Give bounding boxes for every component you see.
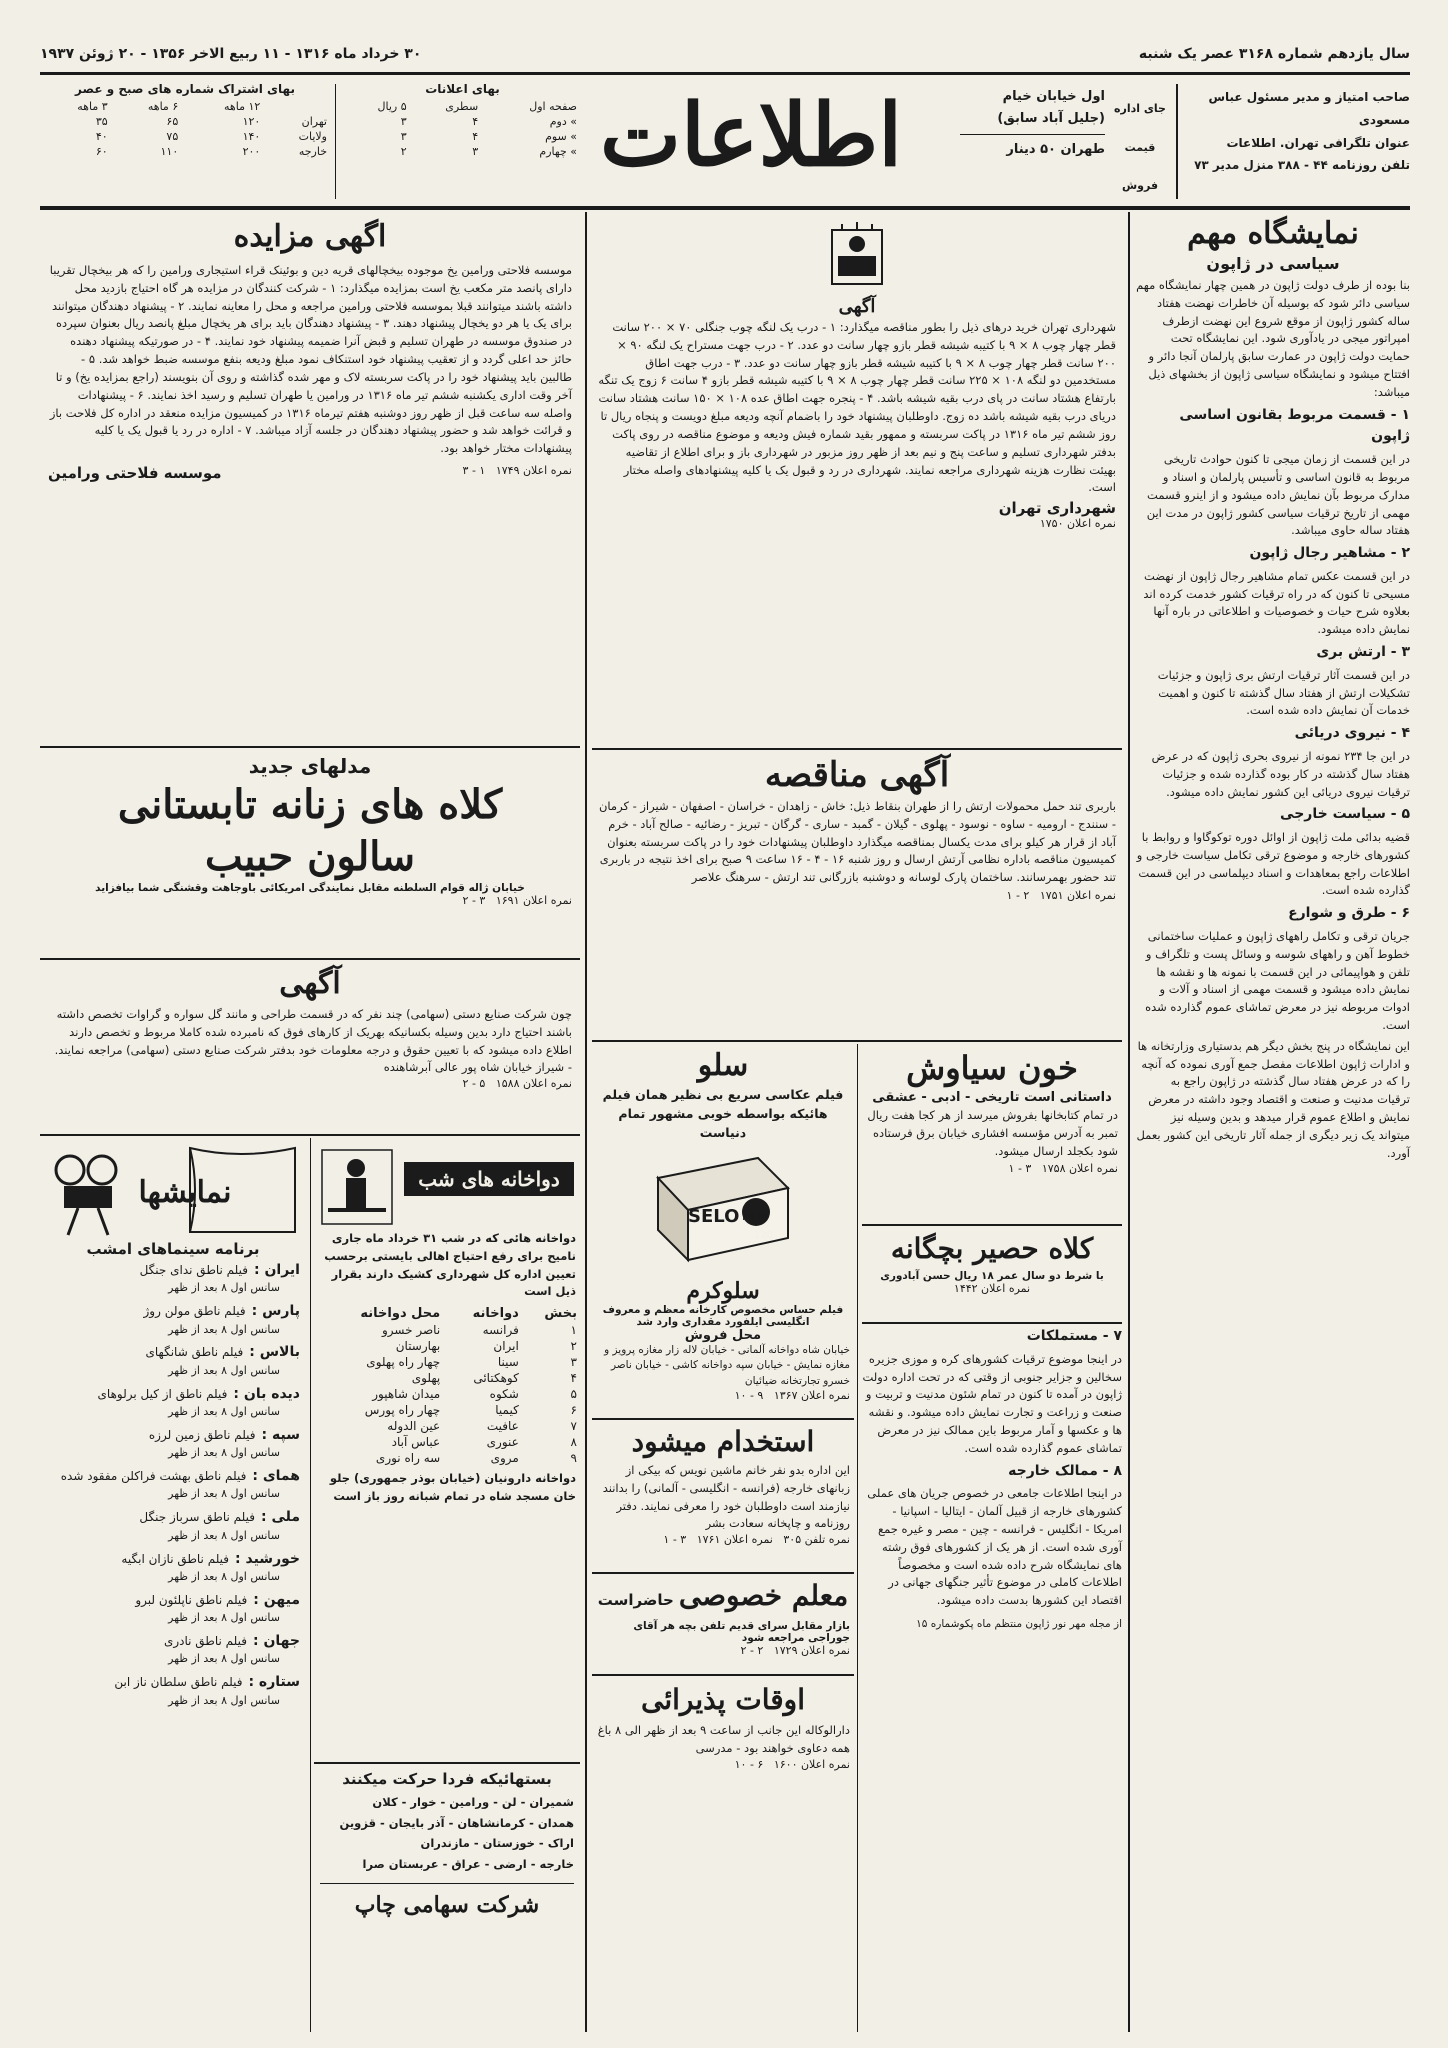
cinema-times: سانس اول ۸ بعد از ظهر xyxy=(168,1569,280,1583)
cinema-name: سپه : xyxy=(261,1426,300,1443)
cinema-entry xyxy=(46,1672,300,1708)
ad-desc: فیلم حساس مخصوص کارخانه معظم و معروف انگلیسی ایلفورد مقداری وارد شد xyxy=(602,1304,844,1329)
article-title: نمایشگاه مهم xyxy=(1187,216,1359,251)
post-row: خارجه - ارضی - عراق - عربستان صرا xyxy=(362,1857,574,1872)
dateline-right: سال یازدهم شماره ۳۱۶۸ عصر یک شنبه xyxy=(1138,46,1410,62)
cinema-entry xyxy=(46,1549,300,1585)
pharmacy-extra: دواخانه دارونیان (خیابان بوذر جمهوری) جلو خان مسجد شاه در تمام شبانه روز باز است xyxy=(329,1471,576,1504)
ad-title-suffix: حاضراست xyxy=(597,1591,674,1609)
ad-title: آگهی xyxy=(279,966,341,1001)
ad-number: نمره اعلان ۱۷۵۰ xyxy=(1039,517,1116,531)
ad-title: استخدام میشود xyxy=(631,1425,815,1458)
ads-title: بهای اعلانات xyxy=(425,82,500,96)
ad-title: کلاه حصیر بچگانه xyxy=(890,1232,1094,1265)
cinema-name: ستاره : xyxy=(248,1674,300,1691)
ad-film xyxy=(592,1046,854,1416)
cinema-name: ملی : xyxy=(260,1509,300,1526)
ad-auction xyxy=(40,214,580,744)
cinema-list xyxy=(40,1258,306,1716)
address-line: اول خیابان خیام xyxy=(1002,89,1105,104)
cinema-entry xyxy=(46,1384,300,1420)
table-row: ۱۲ ماهه ۶ ماهه ۳ ماهه xyxy=(77,100,261,113)
table-row: » سوم ۴ ۳ xyxy=(400,130,577,143)
cinema-film: فیلم ناطق سرباز جنگل xyxy=(139,1510,255,1525)
office-label: جای اداره xyxy=(1114,102,1166,115)
office-box xyxy=(1110,90,1170,190)
ad-footer xyxy=(40,460,580,486)
ad-reception xyxy=(592,1678,854,1818)
ad-title: معلم خصوصی xyxy=(678,1579,849,1612)
table-row: صفحه اول سطری ۵ ریال xyxy=(377,100,577,113)
pharmacy-intro: دواخانه هائی که در شب ۳۱ خرداد ماه جاری نامیح برای رفع احتیاج اهالی بایستی برحسب تعیین اداره کل شهرداری کشیک دارند بقرار ذیل است xyxy=(324,1231,576,1299)
section-body: در این قسمت از زمان میجی تا کنون حوادث تاریخی مربوط به قانون اساسی و تأسیس پارلمان و اسناد و مدارک مربوط بآن نمایش داده میشود و از اینرو قسمت مهمی از تاریخ ترقیات سیاسی کشور ژاپون در مدت این هفتاد ساله حاوی میباشد. xyxy=(1146,452,1410,538)
section-body: در اینجا موضوع ترقیات کشورهای کره و موزی جزیره سخالین و جزایر جنوبی از وقتی که در تحت اداره دولت ژاپون در آمده تا کنون در تمام شئون مدنیت و تربیت و صنعت و زراعت و تجارت نمایش داده میشود. و نقشه ها و عکسها و آمار مربوط باین ممالک نیز در معرض تماشای عموم گذارده شده است. xyxy=(862,1351,1122,1455)
section-body: قضیه بدائی ملت ژاپون از اوائل دوره توکوگاوا و روابط با کشورهای خارجه و موضوع ترقی تکامل سیاست خارجی و اطلاعات راجع بمعاهدات و اسناد دیپلماسی در این قسمت گذارده شده است. xyxy=(1136,830,1410,898)
ad-sales-title: محل فروش xyxy=(684,1328,762,1344)
cinema-times: سانس اول ۸ بعد از ظهر xyxy=(168,1281,280,1295)
ad-body: دارالوکاله این جانب از ساعت ۹ بعد از ظهر الی ۸ باغ همه دعاوی خواهند بود - مدرسی xyxy=(597,1723,850,1755)
cinema-times: سانس اول ۸ بعد از ظهر xyxy=(168,1528,280,1542)
ad-number: نمره اعلان ۱۷۵۸ ۳ - ۱ xyxy=(1008,1162,1118,1176)
cinema-name: جهان : xyxy=(252,1633,300,1650)
ad-address: خیابان ژاله قوام السلطنه مقابل نمایندگی امریکائی باوجاهت وقشنگی شما بیافزاید xyxy=(95,882,525,894)
address-block xyxy=(960,86,1105,196)
post-departures xyxy=(314,1766,580,2032)
ad-title: سلو xyxy=(697,1048,749,1083)
table-row: ۸ عنوری عباس آباد xyxy=(391,1435,577,1450)
table-row: » چهارم ۳ ۲ xyxy=(400,145,577,158)
section-title: ۲ - مشاهیر رجال ژاپون xyxy=(1249,545,1410,562)
post-row: همدان - کرمانشاهان - آذر بایجان - قزوین xyxy=(339,1815,574,1830)
section-body: در اینجا اطلاعات جامعی در خصوص جریان های عملی کشورهای خارجه از قبیل آلمان - ایتالیا - اسپانیا - امریکا - انگلیس - فرانسه - چین - مصر و غیره جمع آوری شده است. از هر یک از کشورهای فوق رشته های نمایشگاه شرح داده شده است و مخصوصاً اطلاعات کاملی در موضوع تأثیر جنگهای جهانی در اقتصاد این کشورها بدست داده میشود. xyxy=(867,1486,1122,1608)
ad-title: خون سیاوش xyxy=(906,1049,1078,1087)
cinema-times: سانس اول ۸ بعد از ظهر xyxy=(168,1652,280,1666)
post-row: اراک - خوزستان - مازندران xyxy=(420,1836,574,1851)
cinema-film: فیلم ناطق زمین لرزه xyxy=(148,1427,256,1442)
cinema-film: فیلم ناطق نادری xyxy=(163,1634,247,1649)
cinema-entry xyxy=(46,1631,300,1667)
cinema-film: فیلم ناطق بهشت فراکلن مفقود شده xyxy=(60,1469,247,1484)
table-row: ۹ مروی سه راه نوری xyxy=(375,1451,577,1466)
ad-number: نمره اعلان ۱۴۴۲ xyxy=(953,1282,1031,1295)
ad-headline: فیلم عکاسی سریع بی نظیر همان فیلم هائیکه بواسطه خوبی مشهور تمام دنیاست xyxy=(602,1087,844,1140)
cinema-film: فیلم ناطق شانگهای xyxy=(145,1345,244,1360)
subs-title: بهای اشتراک شماره های صبح و عصر xyxy=(75,82,295,96)
cinema-times: سانس اول ۸ بعد از ظهر xyxy=(168,1611,280,1625)
ad-title-row xyxy=(592,1576,854,1620)
cinema-entry xyxy=(46,1507,300,1543)
owner-block xyxy=(1185,86,1410,196)
pharmacy-banner xyxy=(314,1140,580,1230)
cinema-banner xyxy=(40,1140,306,1240)
cinema-program xyxy=(40,1140,306,2032)
cinema-times: سانس اول ۸ بعد از ظهر xyxy=(168,1693,280,1707)
section-title: ۸ - ممالک خارجه xyxy=(1008,1462,1122,1479)
section-title: ۶ - طرق و شوارع xyxy=(1288,905,1410,922)
table-row: ۵ شکوه میدان شاهپور xyxy=(372,1387,577,1402)
table-row: خارجه ۲۰۰ ۱۱۰ ۶۰ xyxy=(95,145,327,158)
film-box-image xyxy=(592,1148,854,1272)
table-row: ۱ فرانسه ناصر خسرو xyxy=(382,1323,577,1338)
cinema-film: فیلم ناطق ندای جنگل xyxy=(139,1263,248,1277)
cinema-title: برنامه سینماهای امشب xyxy=(86,1240,260,1258)
cinema-name: دیده بان : xyxy=(233,1385,300,1402)
ad-kicker: مدلهای جدید xyxy=(248,754,372,778)
table-row: ۲ ایران بهارستان xyxy=(395,1339,577,1354)
ad-signature: شهرداری تهران xyxy=(998,499,1116,518)
table-row: ۶ کیمیا چهار راه پورس xyxy=(364,1403,577,1418)
dateline-left: ۳۰ خرداد ماه ۱۳۱۶ - ۱۱ ربیع الاخر ۱۳۵۶ - ۲۰ ژوئن ۱۹۳۷ xyxy=(40,46,422,62)
ad-body: باربری تند حمل محمولات ارتش را از طهران بنقاط ذیل: خاش - زاهدان - خراسان - اصفهان - شیراز - کرمان - سنندج - ارومیه - ساوه - نوسود - پهلوی - گیلان - گمبد - ساری - گرگان - تبریز - رضائیه - صالح آباد - خرم آباد از قرار هر کیلو برای مدت یکسال بمناقصه میگذارد داوطلبان پیشنهادات خود را در پاکت سربسته بعنوان کمیسیون مناقصه باداره نظامی آرتش ارسال و روز شنبه ۱۶ - ۴ - ۱۶ ساعت ۹ صبح برای اخذ نتیجه در باربری تند حضور بهمرسانند. ساختمان پارک لوسانه و دوشنبه بازرگانی تند ارتش - سرهنگ علاصر xyxy=(598,799,1116,885)
ad-tender xyxy=(592,752,1122,1038)
article-intro: بنا بوده از طرف دولت ژاپون در همین چهار نمایشگاه مهم سیاسی دائر شود که بوسیله آن خاطرات نهضت هفتاد ساله کشور ژاپون از موقع شروع این نهضت ازطرف امپراتور میجی در یادآوری شود. این نمایشگاه تحت حمایت دولت ژاپون در عمارت سابق پارلمان آنجا دائر و افتتاح میشود و نمایشگاه سیاسی ژاپون از بخشهای ذیل میباشد: xyxy=(1136,278,1410,399)
ad-body: این اداره بدو نفر خانم ماشین نویس که بیکی از زبانهای خارجه (فرانسه - انگلیسی - آلمانی) را بدانند نیازمند است داوطلبان خود را معرفی نمایند. دفتر روزنامه و چاپخانه سعادت بشر xyxy=(602,1463,850,1531)
ad-title: آگهی مناقصه xyxy=(764,755,950,795)
ads-table xyxy=(345,99,580,159)
ad-teacher xyxy=(592,1576,854,1672)
cinema-name: خورشید : xyxy=(235,1550,300,1567)
cinema-entry xyxy=(46,1260,300,1296)
ad-body: چون شرکت صنایع دستی (سهامی) چند نفر که در قسمت طراحی و مانند گل سواره و گراوات تخصص داشته باشند احتیاج دارد بدین وسیله بکسانیکه بهریک از کارهای فوق که نامبرده شده کاملا مربوط و تخصص دارند اطلاع داده میشود که با تعیین حقوق و درجه معلومات خود بدفتر شرکت صنایع دستی (سهامی) مراجعه نمایند. - شیراز خیابان شاه پور عالی آبرشاهنده xyxy=(54,1007,572,1075)
cinema-times: سانس اول ۸ بعد از ظهر xyxy=(168,1363,280,1377)
ad-signature: موسسه فلاحتی ورامین xyxy=(48,463,222,482)
section-title: ۷ - مستملکات xyxy=(1026,1328,1122,1344)
ads-rates xyxy=(345,82,580,200)
section-body: در این قسمت عکس تمام مشاهیر رجال ژاپون از نهضت مسیحی تا کنون که در راه ترقیات کشور خدمت کرده اند بعلاوه شرح حیات و خصوصیات و اطلاعاتی در باره آنها نمایش داده میشود. xyxy=(1143,568,1410,637)
ad-siavash xyxy=(862,1046,1122,1222)
night-pharmacies xyxy=(314,1140,580,1760)
table-row: » دوم ۴ ۳ xyxy=(400,115,577,128)
film-box-size: 120 xyxy=(754,1230,774,1241)
ad-hats xyxy=(40,750,580,956)
section-title: ۳ - ارتش بری xyxy=(1316,644,1410,661)
section-body: جریان ترقی و تکامل راههای ژاپون و عملیات ساختمانی خطوط آهن و راههای شوسه و وسائل پست و تلگراف و تلفن و هواپیمائی در این قسمت با نمونه ها و نقشه ها نمایش داده میشود و قسمت مهمی از اسناد و آلات و ادوات مربوطه نیز در معرض تماشای عموم گذارده شده است. xyxy=(1145,928,1410,1032)
ad-hiring xyxy=(592,1422,854,1570)
owner-line: صاحب امتیاز و مدیر مسئول عباس مسعودی xyxy=(1208,90,1410,127)
article-tail: این نمایشگاه در پنج بخش دیگر هم بدستیاری وزارتخانه ها و ادارات ژاپون اطلاعات مفصل جمع آوری نموده که آنچه را که در عرض هفتاد سال گذشته در ژاپون راجع به ترقیات مدنیت و صنعت و اقتصاد وجود داشته در معرض نمایش و اطلاع عموم قرار میدهد و بدین وسیله نیز میتواند یک زیر دیگری از جمله آثار تاریخی این کشور بعمل آورد. xyxy=(1136,1038,1410,1160)
cinema-times: سانس اول ۸ بعد از ظهر xyxy=(168,1405,280,1418)
ad-headline: کلاه های زنانه تابستانی xyxy=(117,781,503,828)
article-exhibition xyxy=(1136,214,1410,2034)
ad-industry xyxy=(40,962,580,1132)
cinema-film: فیلم ناطق نازان ابگیه xyxy=(121,1551,230,1566)
emblem-icon xyxy=(592,222,1122,296)
cinema-entry xyxy=(46,1590,300,1626)
ad-body: شهرداری تهران خرید درهای ذیل را بطور مناقصه میگذارد: ۱ - درب یک لنگه چوب جنگلی ۷۰ × ۲۰۰ سانت قطر چهار چوب ۸ × ۹ با کتیبه شیشه قطر بازو چهار سانت دو عدد. ۲ - درب جهت مستراح یک لنگه ۹۰ × ۲۰۰ سانت قطر چهار چوب ۸ × ۹ با کتیبه شیشه قطر بازو چهار سانت دو عدد. ۳ - درب جهت اطاق مستخدمین دو لنگه ۱۰۸ × ۲۲۵ سانت قطر چهار چوب ۸ × ۹ با کتیبه شیشه قطر بازو ۴ سانت ۶ زوج یک تنگه بارتفاع هشتاد سانت در پای درب بقیه شیشه باشد. ۴ - پنجره جهت اطاق عده ۱۰۸ × ۱۵۰ سانت هشتاد سانت دریای درب بقیه شیشه باشد ده زوج. داوطلبان پیشنهاد خود را باضمام آنچه ودیعه مبلغ دویست و پنجاه ریال تا روز ششم تیر ماه ۱۳۱۶ در پاکت سربسته و ممهور بقید شماره فیش ودیعه و موضوع مناقصه در روی پاکت بدفتر شهرداری تسلیم و ساعت پنج و نیم بعد از ظهر روز مزبور در شهرداری باز و برای اطلاع از تقاضیه بهیئت نظارت هزینه شهرداری مراجعه نمایند. شهرداری در رد و قبول یک یا کلیه پیشنهادهای واصله مختار است. xyxy=(598,320,1116,495)
section-body: در این قسمت آثار ترقیات ارتش بری ژاپون و جزئیات تشکیلات ارتش از هفتاد سال گذشته تا کنون و اهمیت خدمات آن نمایش داده شده است. xyxy=(1157,667,1410,718)
cinema-film: فیلم ناطق سلطان ناز ابن xyxy=(114,1675,243,1690)
cinema-entry xyxy=(46,1466,300,1502)
ad-number: نمره اعلان ۱۵۸۸ ۵ - ۲ xyxy=(462,1077,572,1091)
cinema-name: بالاس : xyxy=(249,1344,300,1361)
cinema-film: فیلم ناطق مولن روژ xyxy=(143,1304,246,1319)
pharmacy-table xyxy=(314,1305,580,1466)
price-label: قیمت فروش xyxy=(1121,140,1159,192)
section-title: ۴ - نیروی دریائی xyxy=(1294,725,1410,742)
cinema-entry xyxy=(46,1425,300,1461)
ad-number: نمره اعلان ۱۷۲۹ ۲ - ۲ xyxy=(740,1644,850,1657)
ad-straw-hats xyxy=(862,1228,1122,1320)
ad-municipal xyxy=(592,214,1122,744)
price: طهران ۵۰ دینار xyxy=(1006,142,1105,158)
subs-table xyxy=(40,99,330,159)
cinema-entry xyxy=(46,1342,300,1378)
post-title: بستهائیکه فردا حرکت میکنند xyxy=(342,1770,552,1788)
cinema-name: میهن : xyxy=(253,1591,300,1608)
top-rule xyxy=(40,72,1410,75)
address-line: (جلیل آباد سابق) xyxy=(997,111,1105,127)
ad-number: نمره اعلان ۱۶۹۱ ۳ - ۲ xyxy=(462,894,572,907)
cinema-name: همای : xyxy=(252,1468,300,1485)
cinema-name: ایران : xyxy=(254,1262,300,1278)
cinema-times: سانس اول ۸ بعد از ظهر xyxy=(168,1487,280,1501)
article-source: از مجله مهر نور ژاپون منتظم ماه پکوشماره ۱۵ xyxy=(916,1617,1122,1630)
table-row: ۴ کوهکتائی پهلوی xyxy=(411,1371,577,1386)
dateline xyxy=(40,40,1410,70)
film-box-label: SELO xyxy=(688,1206,740,1227)
masthead xyxy=(40,76,1410,206)
publisher: شرکت سهامی چاپ xyxy=(354,1891,540,1918)
section-title: ۵ - سیاست خارجی xyxy=(1280,806,1410,823)
cinema-entry xyxy=(46,1301,300,1337)
post-row: شمیران - لن - ورامین - خوار - کلان xyxy=(372,1795,574,1809)
ad-title: اوقات پذیرائی xyxy=(641,1683,805,1716)
cinema-film: فیلم ناطق ناپلئون لبرو xyxy=(135,1592,248,1607)
section-title: ۱ - قسمت مربوط بقانون اساسی ژاپون xyxy=(1179,406,1410,445)
ad-body: در تمام کتابخانها بفروش میرسد از هر کجا هفت ریال تمبر به آدرس مؤسسه افشاری خیابان برق فرستاده شود بکجلد ارسال میشود. xyxy=(867,1108,1118,1158)
subscription-rates xyxy=(40,82,330,200)
cinema-name: پارس : xyxy=(251,1303,300,1320)
ad-number: نمره اعلان ۱۶۰۰ ۶ - ۱۰ xyxy=(734,1757,850,1771)
owner-line: عنوان تلگرافی تهران. اطلاعات xyxy=(1226,135,1410,150)
cinema-times: سانس اول ۸ بعد از ظهر xyxy=(168,1446,280,1460)
ad-shop: سالون حبیب xyxy=(205,833,415,880)
ad-number: نمره اعلان ۱۷۴۹ ۱ - ۳ xyxy=(462,463,572,477)
cinema-film: فیلم ناطق از کیل برلوهای xyxy=(97,1386,228,1401)
masthead-title: اطلاعات xyxy=(600,85,903,186)
ad-body: موسسه فلاحتی ورامین یخ موجوده بیخچالهای قریه دین و بوئینک قراء استیجاری ورامین را که هر بیخچال تقریبا دارای پانصد متر مکعب یخ است بمزایده میگذارد: ۱ - شرکت کنندگان در مزایده هر گاه احتیاج بازدید محل داشته باشند میتوانند قبلا بموسسه فلاحتی ورامین مراجعه و محل را معاینه نمایند. ۲ - پیشنهاد دهندگان میتوانند برای یک یا هر دو یخچال پیشنهاد دهند. ۳ - پیشنهاد دهندگان باید برای هر یخچال مبلغ پانصد ریال بعنوان سپرده در صندوق موسسه در طهران تسلیم و قبض آنرا ضمیمه پیشنهاد خود نمایند. ۴ - در صورتیکه پیشنهاد دهنده حائز حد اعلی گردد و از تعقیب پیشنهاد خود استنکاف نمود مبلغ ودیعه بنفع موسسه ضبط خواهد شد. ۵ - طالبین باید پیشنهاد خود را در پاکت سربسته لاک و مهر شده گذاشته و روی آن بنویسند (راجع بمزایده یخ) و تا آخر وقت اداری یکشنبه ششم تیر ماه ۱۳۱۶ در ورامین یا طهران تسلیم و رسید اخذ نمایند. ۶ - پیشنهادات واصله سه ساعت قبل از ظهر روز دوشنبه هفتم تیرماه ۱۳۱۶ در کمیسیون مزایده منعقد در اداره کل فلاحت باز و قرائت خواهد شد و حضور پیشنهاد دهندگان در جلسه آزاد میباشد. ۷ - اداره در رد یا قبول یک یا کلیه پیشنهادات مختار خواهد بود. xyxy=(49,263,572,456)
ad-number: نمره تلفن ۳۰۵ نمره اعلان ۱۷۶۱ ۳ - ۱ xyxy=(663,1533,850,1547)
table-row: تهران ۱۲۰ ۶۵ ۳۵ xyxy=(95,115,327,128)
article-subtitle: سیاسی در ژاپون xyxy=(1206,254,1340,273)
ad-number: نمره اعلان ۱۷۵۱ ۲ - ۱ xyxy=(1006,889,1116,903)
owner-line: تلفن روزنامه ۴۴ - ۳۸۸ منزل مدیر ۷۳ xyxy=(1194,158,1410,173)
ad-title: اگهی مزایده xyxy=(233,219,387,254)
cinema-times: سانس اول ۸ بعد از ظهر xyxy=(168,1322,280,1336)
ad-title: آگهی xyxy=(838,296,876,317)
ad-number: نمره اعلان ۱۳۶۷ ۹ - ۱۰ xyxy=(734,1388,850,1402)
ad-subtitle: داستانی است تاریخی - ادبی - عشقی xyxy=(872,1090,1112,1105)
ad-body: با شرط دو سال عمر ۱۸ ریال حسن آبادوری xyxy=(880,1270,1104,1282)
table-header: بخش دواخانه محل دواخانه xyxy=(360,1306,577,1322)
masthead-rule xyxy=(40,206,1410,210)
pharmacy-banner-title: دواخانه های شب xyxy=(418,1167,560,1191)
ad-sales: خیابان شاه دواخانه آلمانی - خیابان لاله زار مغازه پرویز و مغازه نمایش - خیابان سپه دواخانه کاشی - خیابان ناصر خسرو تجارتخانه ضیائیان xyxy=(604,1344,850,1387)
table-row: ۷ عافیت عین الدوله xyxy=(387,1419,577,1434)
cinema-banner-title: نمایشها xyxy=(138,1175,232,1210)
ad-product: سلوکرم xyxy=(686,1278,760,1305)
ad-body: بازار مقابل سرای قدیم تلفن بچه هر آقای جوراجی مراجعه شود xyxy=(633,1620,850,1644)
film-box-sub: FILM xyxy=(742,1210,768,1223)
section-body: در این جا ۲۳۴ نمونه از نیروی بحری ژاپون که در عرض هفتاد سال گذشته در کار بوده گذارده شده و جزئیات ترقیات نیروی دریائی این کشور نمایش داده میشود. xyxy=(1151,748,1410,799)
table-row: ۳ سینا چهار راه پهلوی xyxy=(366,1355,577,1370)
table-row: ولایات ۱۴۰ ۷۵ ۴۰ xyxy=(95,130,327,143)
article-continuation xyxy=(862,1326,1122,2032)
